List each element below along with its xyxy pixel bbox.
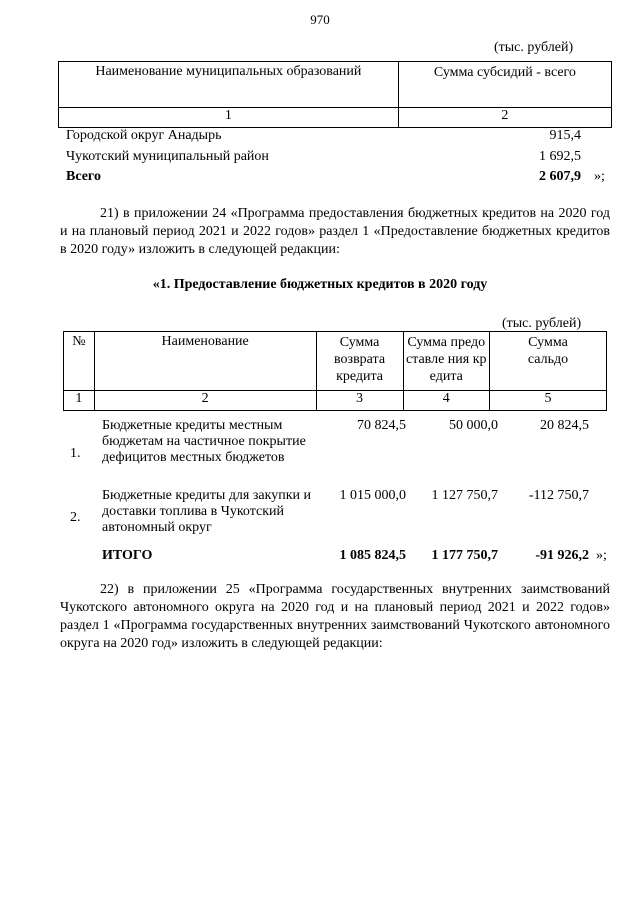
- table2-header-return: Сумма возврата кредита: [316, 332, 403, 391]
- table2-colnum-3: 3: [316, 391, 403, 411]
- table1-header-name: Наименование муниципальных образований: [59, 62, 399, 108]
- table2-colnum-4: 4: [403, 391, 489, 411]
- table2-row-return: 1 015 000,0: [339, 488, 406, 503]
- table2-total-return: 1 085 824,5: [339, 548, 406, 563]
- page-number: 970: [310, 12, 330, 27]
- table2-row-name: Бюджетные кредиты для закупки и доставки топлива в Чукотский автономный округ: [102, 488, 311, 535]
- table2-row-name: Бюджетные кредиты местным бюджетам на частичное покрытие дефицитов местных бюджетов: [102, 418, 306, 465]
- table1-header: [58, 61, 612, 128]
- table1-row-name: Чукотский муниципальный район: [66, 149, 269, 164]
- table1-row-value: 915,4: [549, 128, 581, 143]
- table2-row-num: 2.: [70, 510, 81, 525]
- table2-header-name: Наименование: [94, 332, 316, 391]
- table1-total-label: Всего: [66, 169, 101, 184]
- table2-row-saldo: -112 750,7: [528, 488, 589, 503]
- table2-colnum-2: 2: [94, 391, 316, 411]
- table2-row-return: 70 824,5: [357, 418, 406, 433]
- table1-total-suffix: »;: [594, 169, 605, 184]
- table2-colnum-5: 5: [490, 391, 607, 411]
- paragraph-21: 21) в приложении 24 «Программа предоставления бюджетных кредитов на 2020 год и на плановый период 2021 и 2022 годов» раздел 1 «Предоставление бюджетных кредитов в 2020 году» изложить в следующей редакции:: [60, 206, 610, 257]
- table2-total-suffix: »;: [596, 548, 607, 563]
- table2-total-provide: 1 177 750,7: [431, 548, 498, 563]
- table1-row-name: Городской округ Анадырь: [66, 128, 222, 143]
- table2-total-saldo: -91 926,2: [535, 548, 589, 563]
- table2-header-saldo: Сумма сальдо: [490, 332, 607, 391]
- section-heading: «1. Предоставление бюджетных кредитов в 2020 году: [152, 277, 488, 292]
- table1-colnum-1: 1: [59, 108, 399, 128]
- paragraph-22: 22) в приложении 25 «Программа государственных внутренних заимствований Чукотского автономного округа на 2020 год и на плановый период 2021 и 2022 годов» раздел 1 «Программа государственных внутренних заимствований Чукотского автономного округа на 2020 год» изложить в следующей редакции:: [60, 582, 610, 651]
- table1-row-value: 1 692,5: [539, 149, 581, 164]
- table2-header-num: №: [64, 332, 95, 391]
- table1-header-sum: Сумма субсидий - всего: [398, 62, 611, 108]
- table2-header-provide: Сумма предоставле ния кредита: [403, 332, 489, 391]
- table1-unit: (тыс. рублей): [494, 40, 574, 55]
- table2-unit: (тыс. рублей): [502, 316, 582, 331]
- table2-row-provide: 50 000,0: [449, 418, 498, 433]
- table2-total-label: ИТОГО: [102, 548, 153, 563]
- table2-header: [63, 331, 607, 411]
- table2-colnum-1: 1: [64, 391, 95, 411]
- table2-row-saldo: 20 824,5: [540, 418, 589, 433]
- table2-row-provide: 1 127 750,7: [431, 488, 498, 503]
- table1-colnum-2: 2: [398, 108, 611, 128]
- table2-row-num: 1.: [70, 446, 81, 461]
- table1-total-value: 2 607,9: [539, 169, 581, 184]
